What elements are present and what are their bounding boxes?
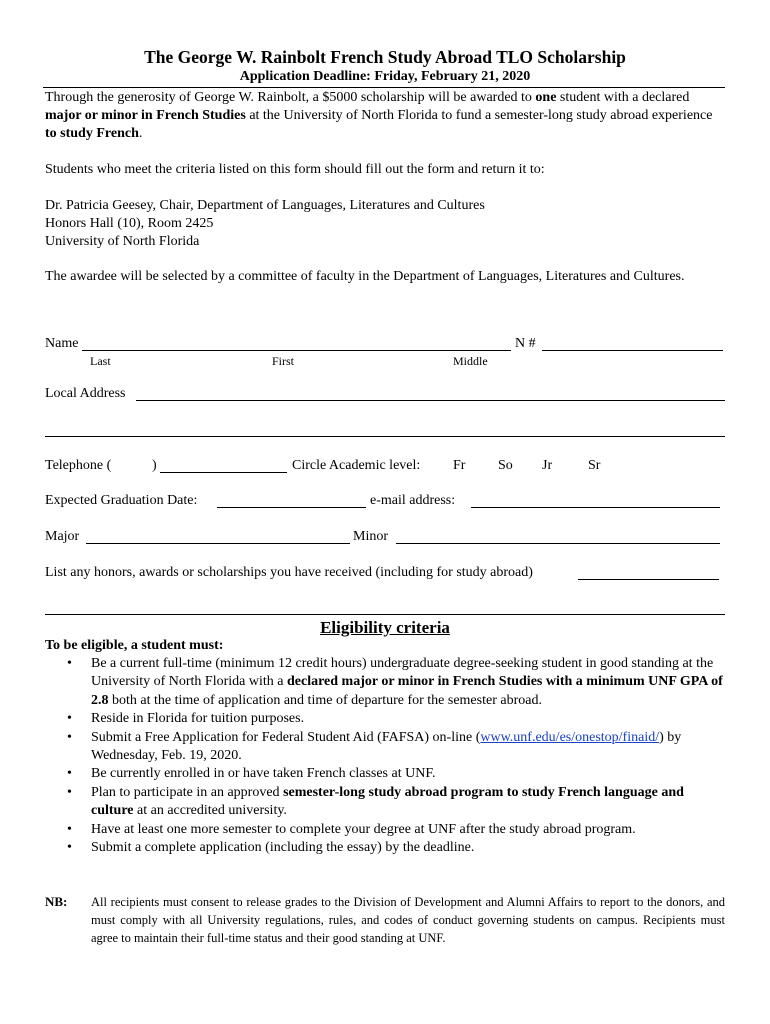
local-address-field[interactable] (136, 400, 725, 401)
intro-paragraph: Through the generosity of George W. Rainbolt, a $5000 scholarship will be awarded to one student with a declared major or minor in French Studies at the University of North Florida to fund a semester-long study abroad experience to study French. (45, 90, 713, 141)
return-instructions: Students who meet the criteria listed on this form should fill out the form and return it to: (45, 162, 545, 177)
grad-date-label: Expected Graduation Date: (45, 493, 198, 508)
list-item: • Have at least one more semester to complete your degree at UNF after the study abroad program. (45, 821, 725, 839)
list-item: • Be a current full-time (minimum 12 credit hours) undergraduate degree-seeking student in good standing at the University of North Florida with a declared major or minor in French Studies with a minimum UNF GPA of 2.8 both at the time of application and time of departure for the semester abroad. (67, 656, 723, 708)
list-item: • Submit a Free Application for Federal Student Aid (FAFSA) on-line (www.unf.edu/es/onestop/finaid/) by Wednesday, Feb. 19, 2020. (67, 729, 682, 764)
header-divider (43, 87, 725, 88)
telephone-paren: ) (152, 458, 157, 473)
eligibility-intro: To be eligible, a student must: (45, 638, 224, 653)
return-address-line: University of North Florida (45, 234, 200, 249)
bullet-icon: • (67, 729, 72, 745)
bullet-icon: • (67, 784, 72, 800)
n-number-field[interactable] (542, 350, 723, 351)
return-address-line: Honors Hall (10), Room 2425 (45, 216, 214, 231)
honors-field-line2[interactable] (45, 614, 725, 615)
application-deadline: Application Deadline: Friday, February 21, 2020 (239, 69, 531, 84)
bullet-icon: • (67, 656, 72, 671)
local-address-label: Local Address (45, 386, 126, 401)
bullet-icon: • (67, 821, 72, 837)
name-last-caption: Last (90, 354, 111, 368)
page-title: The George W. Rainbolt French Study Abroad TLO Scholarship (144, 47, 626, 67)
telephone-label: Telephone ( (45, 458, 112, 473)
n-number-label: N # (515, 336, 536, 351)
name-middle-caption: Middle (453, 354, 488, 368)
bullet-icon: • (67, 711, 72, 727)
list-item: • Be currently enrolled in or have taken French classes at UNF. (45, 765, 725, 783)
email-field[interactable] (471, 507, 720, 508)
academic-level-option[interactable]: Fr (453, 458, 466, 473)
telephone-field[interactable] (160, 472, 287, 473)
academic-level-option[interactable]: Jr (542, 458, 553, 473)
grad-date-field[interactable] (217, 507, 366, 508)
list-item: • Submit a complete application (including the essay) by the deadline. (45, 839, 725, 857)
email-label: e-mail address: (370, 493, 456, 508)
major-label: Major (45, 529, 80, 544)
list-item: • Reside in Florida for tuition purposes. (45, 710, 725, 728)
nb-label: NB: (45, 894, 68, 909)
academic-level-label: Circle Academic level: (292, 458, 421, 473)
list-item: • Plan to participate in an approved semester-long study abroad program to study French language and culture at an accredited university. (67, 784, 684, 819)
nb-text: All recipients must consent to release grades to the Division of Development and Alumni Affairs to report to the donors, and must comply with all University regulations, rules, and codes of conduct governing students on campus. Recipients must agree to maintain their full-time status and their good standing at UNF. (91, 895, 725, 946)
minor-label: Minor (353, 529, 388, 544)
selection-note: The awardee will be selected by a committee of faculty in the Department of Languages, Literatures and Cultures. (45, 269, 685, 284)
academic-level-option[interactable]: Sr (588, 458, 601, 473)
return-address-line: Dr. Patricia Geesey, Chair, Department of Languages, Literatures and Cultures (45, 198, 485, 213)
name-label: Name (45, 336, 79, 351)
bullet-icon: • (67, 840, 72, 856)
honors-label: List any honors, awards or scholarships you have received (including for study abroad) (45, 565, 533, 580)
name-first-caption: First (272, 354, 295, 368)
eligibility-heading: Eligibility criteria (320, 618, 450, 637)
local-address-field-line2[interactable] (45, 436, 725, 437)
minor-field[interactable] (396, 543, 720, 544)
bullet-icon: • (67, 766, 72, 782)
name-field[interactable] (82, 350, 511, 351)
eligibility-list (45, 655, 725, 857)
academic-level-option[interactable]: So (498, 458, 513, 473)
major-field[interactable] (86, 543, 350, 544)
honors-field[interactable] (578, 579, 719, 580)
fafsa-link[interactable]: www.unf.edu/es/onestop/finaid/ (480, 729, 660, 745)
